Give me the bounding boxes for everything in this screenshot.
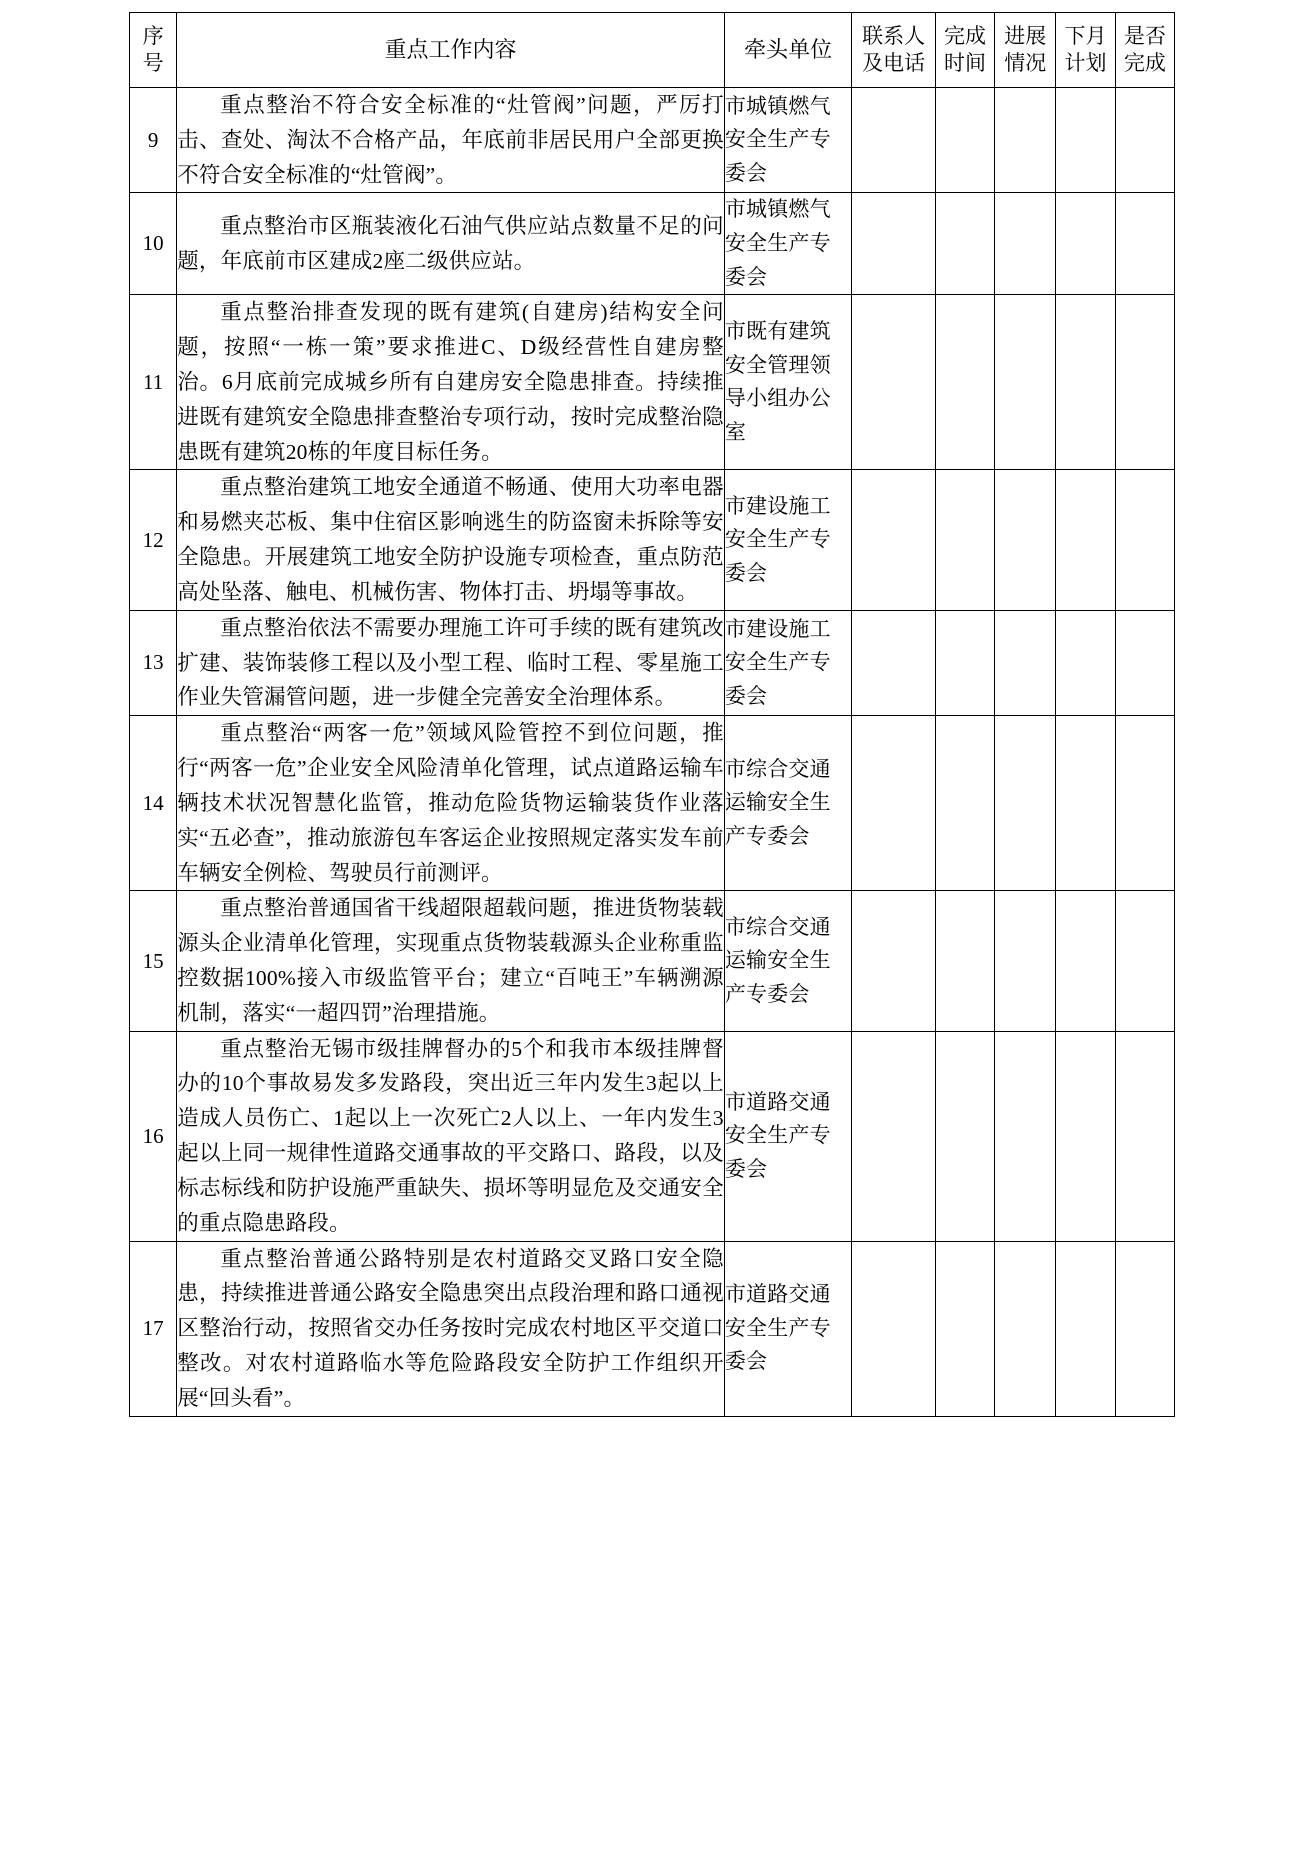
row-unit: 市综合交通运输安全生产专委会	[724, 891, 852, 1031]
table-body	[130, 88, 1175, 1417]
row-progress[interactable]	[995, 716, 1056, 891]
row-contact[interactable]	[852, 610, 935, 715]
row-plan[interactable]	[1056, 470, 1115, 610]
header-seq	[130, 13, 177, 88]
row-contact[interactable]	[852, 1031, 935, 1241]
row-seq: 14	[130, 716, 177, 891]
row-seq: 12	[130, 470, 177, 610]
row-contact[interactable]	[852, 193, 935, 295]
header-progress-line1: 进展	[1004, 24, 1047, 49]
row-content-text: 重点整治排查发现的既有建筑(自建房)结构安全问题，按照“一栋一策”要求推进C、D级经营性自建房整治。6月底前完成城乡所有自建房安全隐患排查。持续推进既有建筑安全隐患排查整治专项行动，按时完成整治隐患既有建筑20栋的年度目标任务。	[177, 300, 724, 464]
header-content: 重点工作内容	[177, 13, 725, 88]
row-seq: 13	[130, 610, 177, 715]
row-content	[177, 470, 725, 610]
header-contact-line1: 联系人	[862, 24, 926, 49]
row-done[interactable]	[1115, 295, 1174, 470]
table-row	[130, 1241, 1175, 1416]
row-content	[177, 610, 725, 715]
header-done-line1: 是否	[1123, 24, 1166, 49]
row-content	[177, 891, 725, 1031]
header-time-line2: 时间	[943, 51, 986, 75]
header-done-line2: 完成	[1123, 51, 1166, 75]
row-done[interactable]	[1115, 1031, 1174, 1241]
row-content-text: 重点整治“两客一危”领域风险管控不到位问题，推行“两客一危”企业安全风险清单化管理，试点道路运输车辆技术状况智慧化监管，推动危险货物运输装货作业落实“五必查”，推动旅游包车客运企业按照规定落实发车前车辆安全例检、驾驶员行前测评。	[177, 721, 724, 885]
row-contact[interactable]	[852, 716, 935, 891]
table-row	[130, 891, 1175, 1031]
row-progress[interactable]	[995, 610, 1056, 715]
row-unit: 市综合交通运输安全生产专委会	[724, 716, 852, 891]
row-plan[interactable]	[1056, 88, 1115, 193]
header-time-line1: 完成	[943, 24, 986, 49]
row-seq: 16	[130, 1031, 177, 1241]
row-content-text: 重点整治普通公路特别是农村道路交叉路口安全隐患，持续推进普通公路安全隐患突出点段治理和路口通视区整治行动，按照省交办任务按时完成农村地区平交道口整改。对农村道路临水等危险路段安全防护工作组织开展“回头看”。	[177, 1246, 724, 1410]
header-seq-line2: 号	[142, 51, 164, 75]
row-contact[interactable]	[852, 88, 935, 193]
row-unit: 市城镇燃气安全生产专委会	[724, 193, 852, 295]
row-unit: 市建设施工安全生产专委会	[724, 610, 852, 715]
row-time[interactable]	[935, 610, 994, 715]
header-plan	[1056, 13, 1115, 88]
row-content-text: 重点整治依法不需要办理施工许可手续的既有建筑改扩建、装饰装修工程以及小型工程、临时工程、零星施工作业失管漏管问题，进一步健全完善安全治理体系。	[177, 615, 724, 710]
row-unit: 市道路交通安全生产专委会	[724, 1031, 852, 1241]
row-content-text: 重点整治市区瓶装液化石油气供应站点数量不足的问题，年底前市区建成2座二级供应站。	[177, 214, 724, 273]
row-content-text: 重点整治不符合安全标准的“灶管阀”问题，严厉打击、查处、淘汰不合格产品，年底前非居民用户全部更换不符合安全标准的“灶管阀”。	[177, 93, 724, 187]
row-seq: 15	[130, 891, 177, 1031]
table-row	[130, 1031, 1175, 1241]
row-seq: 10	[130, 193, 177, 295]
table-row	[130, 88, 1175, 193]
row-plan[interactable]	[1056, 1031, 1115, 1241]
table-row	[130, 295, 1175, 470]
row-plan[interactable]	[1056, 716, 1115, 891]
table-row	[130, 610, 1175, 715]
row-done[interactable]	[1115, 88, 1174, 193]
header-time	[935, 13, 994, 88]
row-done[interactable]	[1115, 1241, 1174, 1416]
row-time[interactable]	[935, 295, 994, 470]
row-time[interactable]	[935, 88, 994, 193]
row-time[interactable]	[935, 1031, 994, 1241]
row-progress[interactable]	[995, 193, 1056, 295]
row-content	[177, 716, 725, 891]
header-row	[130, 13, 1175, 88]
row-unit: 市既有建筑安全管理领导小组办公室	[724, 295, 852, 470]
header-contact	[852, 13, 935, 88]
row-content	[177, 295, 725, 470]
row-progress[interactable]	[995, 470, 1056, 610]
header-progress	[995, 13, 1056, 88]
header-progress-line2: 情况	[1004, 51, 1047, 75]
row-plan[interactable]	[1056, 891, 1115, 1031]
header-plan-line1: 下月	[1064, 24, 1107, 49]
row-seq: 9	[130, 88, 177, 193]
row-done[interactable]	[1115, 193, 1174, 295]
row-unit: 市城镇燃气安全生产专委会	[724, 88, 852, 193]
row-done[interactable]	[1115, 891, 1174, 1031]
row-progress[interactable]	[995, 88, 1056, 193]
header-unit: 牵头单位	[724, 13, 852, 88]
row-seq: 17	[130, 1241, 177, 1416]
row-done[interactable]	[1115, 716, 1174, 891]
row-unit: 市建设施工安全生产专委会	[724, 470, 852, 610]
header-plan-line2: 计划	[1064, 51, 1107, 75]
row-content	[177, 1031, 725, 1241]
header-done	[1115, 13, 1174, 88]
row-progress[interactable]	[995, 295, 1056, 470]
row-seq: 11	[130, 295, 177, 470]
row-plan[interactable]	[1056, 1241, 1115, 1416]
row-contact[interactable]	[852, 470, 935, 610]
row-unit: 市道路交通安全生产专委会	[724, 1241, 852, 1416]
key-work-table	[129, 12, 1175, 1417]
row-done[interactable]	[1115, 470, 1174, 610]
row-done[interactable]	[1115, 610, 1174, 715]
row-content-text: 重点整治普通国省干线超限超载问题，推进货物装载源头企业清单化管理，实现重点货物装载源头企业称重监控数据100%接入市级监管平台；建立“百吨王”车辆溯源机制，落实“一超四罚”治理措施。	[177, 896, 724, 1025]
table-row	[130, 716, 1175, 891]
row-plan[interactable]	[1056, 610, 1115, 715]
header-seq-line1: 序	[142, 24, 164, 49]
table-header	[130, 13, 1175, 88]
table-row	[130, 470, 1175, 610]
row-time[interactable]	[935, 1241, 994, 1416]
row-contact[interactable]	[852, 295, 935, 470]
row-time[interactable]	[935, 891, 994, 1031]
row-contact[interactable]	[852, 891, 935, 1031]
row-content	[177, 1241, 725, 1416]
row-time[interactable]	[935, 470, 994, 610]
header-contact-line2: 及电话	[862, 51, 926, 75]
row-time[interactable]	[935, 193, 994, 295]
row-content	[177, 88, 725, 193]
row-progress[interactable]	[995, 1031, 1056, 1241]
row-content-text: 重点整治建筑工地安全通道不畅通、使用大功率电器和易燃夹芯板、集中住宿区影响逃生的防盗窗未拆除等安全隐患。开展建筑工地安全防护设施专项检查，重点防范高处坠落、触电、机械伤害、物体打击、坍塌等事故。	[177, 475, 724, 604]
row-content-text: 重点整治无锡市级挂牌督办的5个和我市本级挂牌督办的10个事故易发多发路段，突出近三年内发生3起以上造成人员伤亡、1起以上一次死亡2人以上、一年内发生3起以上同一规律性道路交通事故的平交路口、路段，以及标志标线和防护设施严重缺失、损坏等明显危及交通安全的重点隐患路段。	[177, 1036, 724, 1235]
row-plan[interactable]	[1056, 295, 1115, 470]
row-time[interactable]	[935, 716, 994, 891]
row-content	[177, 193, 725, 295]
row-progress[interactable]	[995, 1241, 1056, 1416]
row-progress[interactable]	[995, 891, 1056, 1031]
table-row	[130, 193, 1175, 295]
row-contact[interactable]	[852, 1241, 935, 1416]
row-plan[interactable]	[1056, 193, 1115, 295]
